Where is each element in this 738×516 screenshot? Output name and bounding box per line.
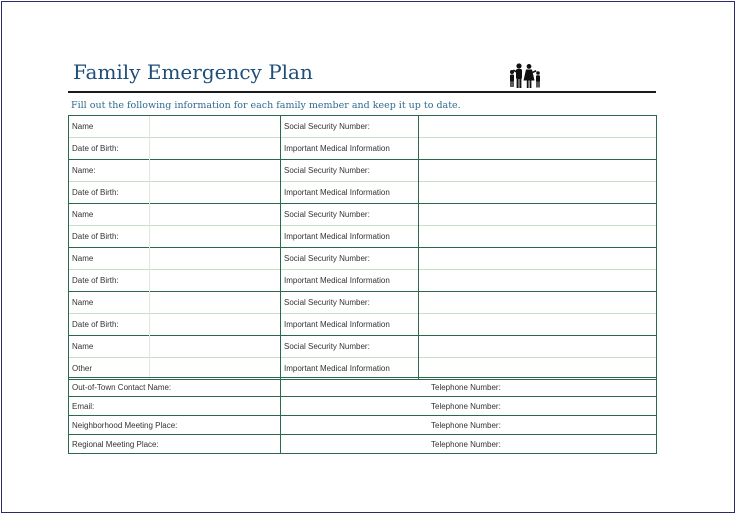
ssn-field[interactable] bbox=[419, 292, 657, 314]
telephone-label[interactable]: Telephone Number: bbox=[281, 416, 657, 435]
neighborhood-meeting-place-label[interactable]: Neighborhood Meeting Place: bbox=[69, 416, 281, 435]
table-row bbox=[69, 270, 657, 292]
member-name-label: Name bbox=[69, 204, 150, 226]
telephone-label[interactable]: Telephone Number: bbox=[281, 435, 657, 454]
ssn-label: Social Security Number: bbox=[281, 116, 419, 138]
table-row bbox=[69, 116, 657, 138]
member-name-field[interactable] bbox=[150, 204, 281, 226]
dob-field[interactable] bbox=[150, 270, 281, 292]
medical-info-label: Important Medical Information bbox=[281, 358, 419, 380]
medical-info-field[interactable] bbox=[419, 270, 657, 292]
regional-meeting-place-label[interactable]: Regional Meeting Place: bbox=[69, 435, 281, 454]
dob-field[interactable] bbox=[150, 226, 281, 248]
contacts-table bbox=[68, 377, 657, 454]
instructions-text: Fill out the following information for each family member and keep it up to date. bbox=[71, 100, 461, 111]
table-row bbox=[69, 416, 657, 435]
table-row bbox=[69, 336, 657, 358]
email-label[interactable]: Email: bbox=[69, 397, 281, 416]
table-row bbox=[69, 138, 657, 160]
table-row bbox=[69, 292, 657, 314]
member-name-label: Name bbox=[69, 336, 150, 358]
medical-info-label: Important Medical Information bbox=[281, 270, 419, 292]
member-name-field[interactable] bbox=[150, 160, 281, 182]
table-row bbox=[69, 160, 657, 182]
member-name-label: Name bbox=[69, 248, 150, 270]
table-row bbox=[69, 435, 657, 454]
medical-info-label: Important Medical Information bbox=[281, 226, 419, 248]
ssn-field[interactable] bbox=[419, 248, 657, 270]
dob-label: Date of Birth: bbox=[69, 182, 150, 204]
dob-field[interactable] bbox=[150, 182, 281, 204]
out-of-town-contact-label[interactable]: Out-of-Town Contact Name: bbox=[69, 378, 281, 397]
page-title: Family Emergency Plan bbox=[73, 60, 313, 84]
table-row bbox=[69, 397, 657, 416]
medical-info-field[interactable] bbox=[419, 182, 657, 204]
ssn-field[interactable] bbox=[419, 336, 657, 358]
title-divider bbox=[68, 91, 656, 93]
member-name-label: Name: bbox=[69, 160, 150, 182]
ssn-label: Social Security Number: bbox=[281, 160, 419, 182]
ssn-label: Social Security Number: bbox=[281, 336, 419, 358]
dob-label: Date of Birth: bbox=[69, 138, 150, 160]
other-label: Other bbox=[69, 358, 150, 380]
dob-label: Date of Birth: bbox=[69, 270, 150, 292]
dob-field[interactable] bbox=[150, 138, 281, 160]
member-name-field[interactable] bbox=[150, 292, 281, 314]
member-name-label: Name bbox=[69, 116, 150, 138]
table-row bbox=[69, 314, 657, 336]
family-members-table bbox=[68, 115, 657, 380]
dob-label: Date of Birth: bbox=[69, 226, 150, 248]
member-name-field[interactable] bbox=[150, 336, 281, 358]
ssn-field[interactable] bbox=[419, 204, 657, 226]
table-row bbox=[69, 248, 657, 270]
family-icon bbox=[505, 63, 545, 89]
member-name-label: Name bbox=[69, 292, 150, 314]
medical-info-field[interactable] bbox=[419, 314, 657, 336]
medical-info-field[interactable] bbox=[419, 138, 657, 160]
ssn-label: Social Security Number: bbox=[281, 248, 419, 270]
medical-info-label: Important Medical Information bbox=[281, 314, 419, 336]
medical-info-field[interactable] bbox=[419, 226, 657, 248]
dob-label: Date of Birth: bbox=[69, 314, 150, 336]
table-row bbox=[69, 226, 657, 248]
dob-field[interactable] bbox=[150, 314, 281, 336]
ssn-field[interactable] bbox=[419, 160, 657, 182]
table-row bbox=[69, 182, 657, 204]
medical-info-label: Important Medical Information bbox=[281, 138, 419, 160]
ssn-label: Social Security Number: bbox=[281, 204, 419, 226]
table-row bbox=[69, 204, 657, 226]
ssn-field[interactable] bbox=[419, 116, 657, 138]
telephone-label[interactable]: Telephone Number: bbox=[281, 397, 657, 416]
member-name-field[interactable] bbox=[150, 248, 281, 270]
ssn-label: Social Security Number: bbox=[281, 292, 419, 314]
member-name-field[interactable] bbox=[150, 116, 281, 138]
table-row bbox=[69, 378, 657, 397]
telephone-label[interactable]: Telephone Number: bbox=[281, 378, 657, 397]
medical-info-label: Important Medical Information bbox=[281, 182, 419, 204]
